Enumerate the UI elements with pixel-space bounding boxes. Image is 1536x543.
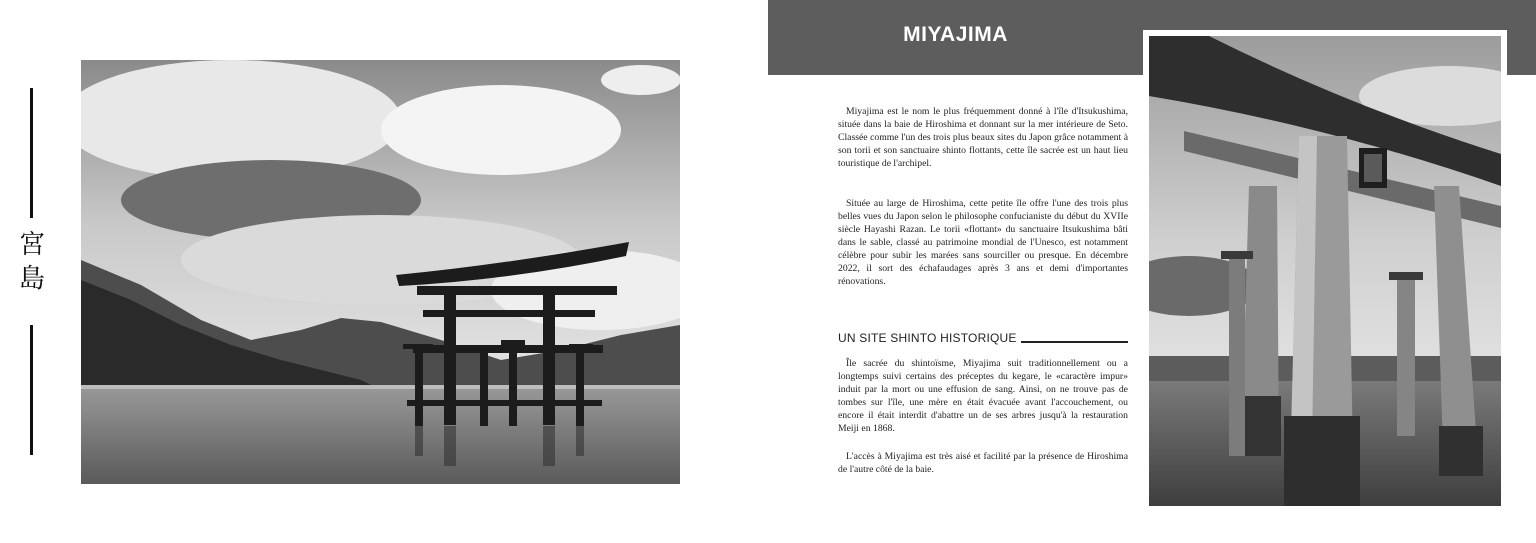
section-heading: [838, 330, 1128, 346]
intro-paragraph-1: [838, 105, 1128, 170]
kanji-char-2: 島: [18, 264, 45, 294]
section-title: UN SITE SHINTO HISTORIQUE: [838, 331, 1017, 345]
vertical-rule-bottom: [30, 325, 33, 455]
paragraph-text: Miyajima est le nom le plus fréquemment donné à l'île d'Itsukushima, située dans la baie de Hiroshima et donnant sur la mer intérieure de Seto. Classée comme l'un des trois plus beaux sites du Japon grâce notamment à son torii et son sanctuaire shinto flottants, cette île sacrée est un haut lieu touristique de l'archipel.: [838, 106, 1128, 169]
section-paragraph-2: [838, 450, 1128, 476]
torii-gate-photo: [81, 60, 680, 484]
torii-gate-photo-icon: [81, 60, 680, 484]
vertical-rule-top: [30, 88, 33, 218]
intro-paragraph-2: [838, 197, 1128, 288]
section-paragraph-1: [838, 357, 1128, 435]
kanji-title: [14, 228, 50, 296]
page-title: MIYAJIMA: [903, 22, 1008, 46]
section-rule: [1021, 341, 1128, 343]
torii-pillars-photo-icon: [1149, 36, 1501, 506]
paragraph-text: L'accès à Miyajima est très aisé et facilité par la présence de Hiroshima de l'autre côté de la baie.: [838, 451, 1128, 475]
paragraph-text: Située au large de Hiroshima, cette petite île offre l'une des trois plus belles vues du Japon selon le philosophe confucianiste du début du XVIIe siècle Hayashi Razan. Le torii «flottant» du sanctuaire Itsukushima bâti dans le sable, classé au patrimoine mondial de l'Unesco, est notamment célèbre pour subir les marées sans sourciller ou presque. En décembre 2022, il sort des échafaudages après 3 ans et demi d'importantes rénovations.: [838, 198, 1128, 287]
paragraph-text: Île sacrée du shintoïsme, Miyajima suit traditionnellement ou a longtemps suivi certains des préceptes du kegare, le «caractère impur» induit par la mort ou une effusion de sang. Ainsi, on ne trouve pas de tombes sur l'île, une mère en était évacuée avant l'accouchement, ou encore il était interdit d'abattre un de ses arbres jusqu'à la restauration Meiji en 1868.: [838, 358, 1128, 434]
kanji-char-1: 宮: [18, 230, 45, 260]
torii-pillars-photo: [1149, 36, 1501, 506]
